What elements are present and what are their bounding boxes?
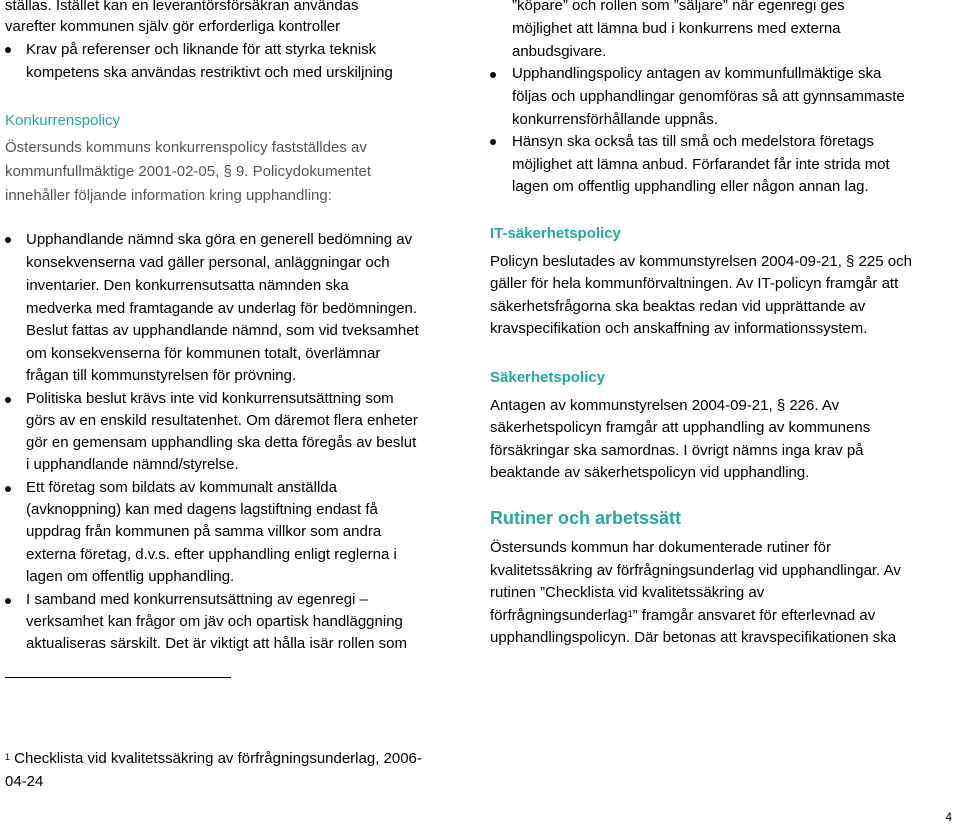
intro-line-2: varefter kommunen själv gör erforderliga kontroller xyxy=(5,18,341,35)
bullet1-line-5: Beslut fattas av upphandlande nämnd, som vid tveksamhet xyxy=(26,322,419,339)
bullet-dot-icon xyxy=(5,486,11,492)
rutiner-line-2: kvalitetssäkring av förfrågningsunderlag vid upphandlingar. Av xyxy=(490,562,901,579)
cont-line-2: möjlighet att lämna bud i konkurrens med externa xyxy=(512,20,841,37)
rutiner-line-1: Östersunds kommun har dokumenterade rutiner för xyxy=(490,539,831,556)
konkurrens-line-2: kommunfullmäktige 2001-02-05, § 9. Policydokumentet xyxy=(5,163,372,180)
bullet2-line-2: görs av en enskild resultatenhet. Om däremot flera enheter xyxy=(26,412,418,429)
bullet-refs-line-2: kompetens ska användas restriktivt och med urskiljning xyxy=(26,64,393,81)
bullet1-line-7: frågan till kommunstyrelsen för prövning. xyxy=(26,367,297,384)
footnote-separator xyxy=(5,677,231,678)
bullet1-line-6: om konsekvenserna för kommunen totalt, överlämnar xyxy=(26,345,381,362)
bullet5-line-1: Upphandlingspolicy antagen av kommunfullmäktige ska xyxy=(512,65,882,82)
bullet3-line-5: lagen om offentlig upphandling. xyxy=(26,568,235,585)
rutiner-line-4 xyxy=(490,606,875,626)
footnote-ref-marker[interactable]: 1 xyxy=(627,609,633,619)
rutiner-line-3: rutinen ”Checklista vid kvalitetssäkring av xyxy=(490,584,765,601)
bullet2-line-1: Politiska beslut krävs inte vid konkurrensutsättning som xyxy=(26,390,394,407)
bullet1-line-4: medverka med framtagande av underlag för bedömningen. xyxy=(26,300,418,317)
bullet1-line-1: Upphandlande nämnd ska göra en generell bedömning av xyxy=(26,231,413,248)
bullet6-line-3: lagen om offentlig upphandling eller någon annan lag. xyxy=(512,178,869,195)
bullet4-line-1: I samband med konkurrensutsättning av egenregi – xyxy=(26,591,368,608)
bullet-dot-icon xyxy=(5,237,11,243)
bullet3-line-2: (avknoppning) kan med dagens lagstiftning endast få xyxy=(26,501,378,518)
it-line-1: Policyn beslutades av kommunstyrelsen 2004-09-21, § 225 och xyxy=(490,253,912,270)
bullet-dot-icon xyxy=(5,397,11,403)
it-line-2: gäller för hela kommunförvaltningen. Av IT-policyn framgår att xyxy=(490,275,899,292)
intro-line-1: ställas. Istället kan en leverantörsförsäkran användas xyxy=(5,0,359,14)
it-line-3: säkerhetsfrågorna ska beaktas redan vid upprättande av xyxy=(490,298,866,315)
it-line-4: kravspecifikation och anskaffning av informationssystem. xyxy=(490,320,868,337)
bullet5-line-3: konkurrensförhållande uppnås. xyxy=(512,111,718,128)
rutiner-line-4-after: ” framgår ansvaret för efterlevnad av xyxy=(632,607,876,624)
sak-line-1: Antagen av kommunstyrelsen 2004-09-21, § 226. Av xyxy=(490,397,840,414)
bullet2-line-3: gör en gemensam upphandling ska detta föregås av beslut xyxy=(26,434,417,451)
bullet1-line-3: inventarier. Den konkurrensutsatta nämnden ska xyxy=(26,277,349,294)
bullet-dot-icon xyxy=(490,139,496,145)
cont-line-1: ”köpare” och rollen som ”säljare” när egenregi ges xyxy=(512,0,845,14)
bullet-refs-line-1: Krav på referenser och liknande för att styrka teknisk xyxy=(26,41,377,58)
bullet-dot-icon xyxy=(490,72,496,78)
bullet-dot-icon xyxy=(5,47,11,53)
bullet2-line-4: i upphandlande nämnd/styrelse. xyxy=(26,456,239,473)
bullet1-line-2: konsekvenserna vad gäller personal, anläggningar och xyxy=(26,254,390,271)
bullet5-line-2: följas och upphandlingar genomföras så att gynnsammaste xyxy=(512,88,905,105)
heading-rutiner-och-arbetssatt: Rutiner och arbetssätt xyxy=(490,508,682,528)
heading-konkurrenspolicy: Konkurrenspolicy xyxy=(5,112,121,129)
footnote-text-1: Checklista vid kvalitetssäkring av förfrågningsunderlag, 2006- xyxy=(10,750,422,767)
sak-line-2: säkerhetspolicyn framgår att upphandling av kommunens xyxy=(490,419,871,436)
heading-it-sakerhetspolicy: IT-säkerhetspolicy xyxy=(490,225,621,242)
konkurrens-line-3: innehåller följande information kring upphandling: xyxy=(5,187,332,204)
sak-line-4: beaktande av säkerhetspolicyn vid upphandling. xyxy=(490,464,810,481)
bullet3-line-3: uppdrag från kommunen på samma villkor som andra xyxy=(26,523,382,540)
rutiner-line-5: upphandlingspolicyn. Där betonas att kravspecifikationen ska xyxy=(490,629,897,646)
bullet3-line-4: externa företag, d.v.s. efter upphandling enligt reglerna i xyxy=(26,546,397,563)
page-number: 4 xyxy=(945,810,952,824)
bullet6-line-2: möjlighet att lämna anbud. Förfarandet får inte strida mot xyxy=(512,156,890,173)
bullet6-line-1: Hänsyn ska också tas till små och medelstora företags xyxy=(512,133,874,150)
footnote-line-2: 04-24 xyxy=(5,773,44,790)
cont-line-3: anbudsgivare. xyxy=(512,43,607,60)
heading-sakerhetspolicy: Säkerhetspolicy xyxy=(490,369,606,386)
bullet4-line-3: aktualiseras särskilt. Det är viktigt att hålla isär rollen som xyxy=(26,635,407,652)
konkurrens-line-1: Östersunds kommuns konkurrenspolicy fastställdes av xyxy=(5,139,367,156)
bullet-dot-icon xyxy=(5,598,11,604)
footnote-line-1 xyxy=(5,749,422,769)
footnote-marker: 1 xyxy=(5,752,11,762)
sak-line-3: försäkringar ska samordnas. I övrigt nämns inga krav på xyxy=(490,442,864,459)
bullet3-line-1: Ett företag som bildats av kommunalt anställda xyxy=(26,479,337,496)
rutiner-line-4-before: förfrågningsunderlag xyxy=(490,607,628,624)
bullet4-line-2: verksamhet kan frågor om jäv och opartisk handläggning xyxy=(26,613,403,630)
